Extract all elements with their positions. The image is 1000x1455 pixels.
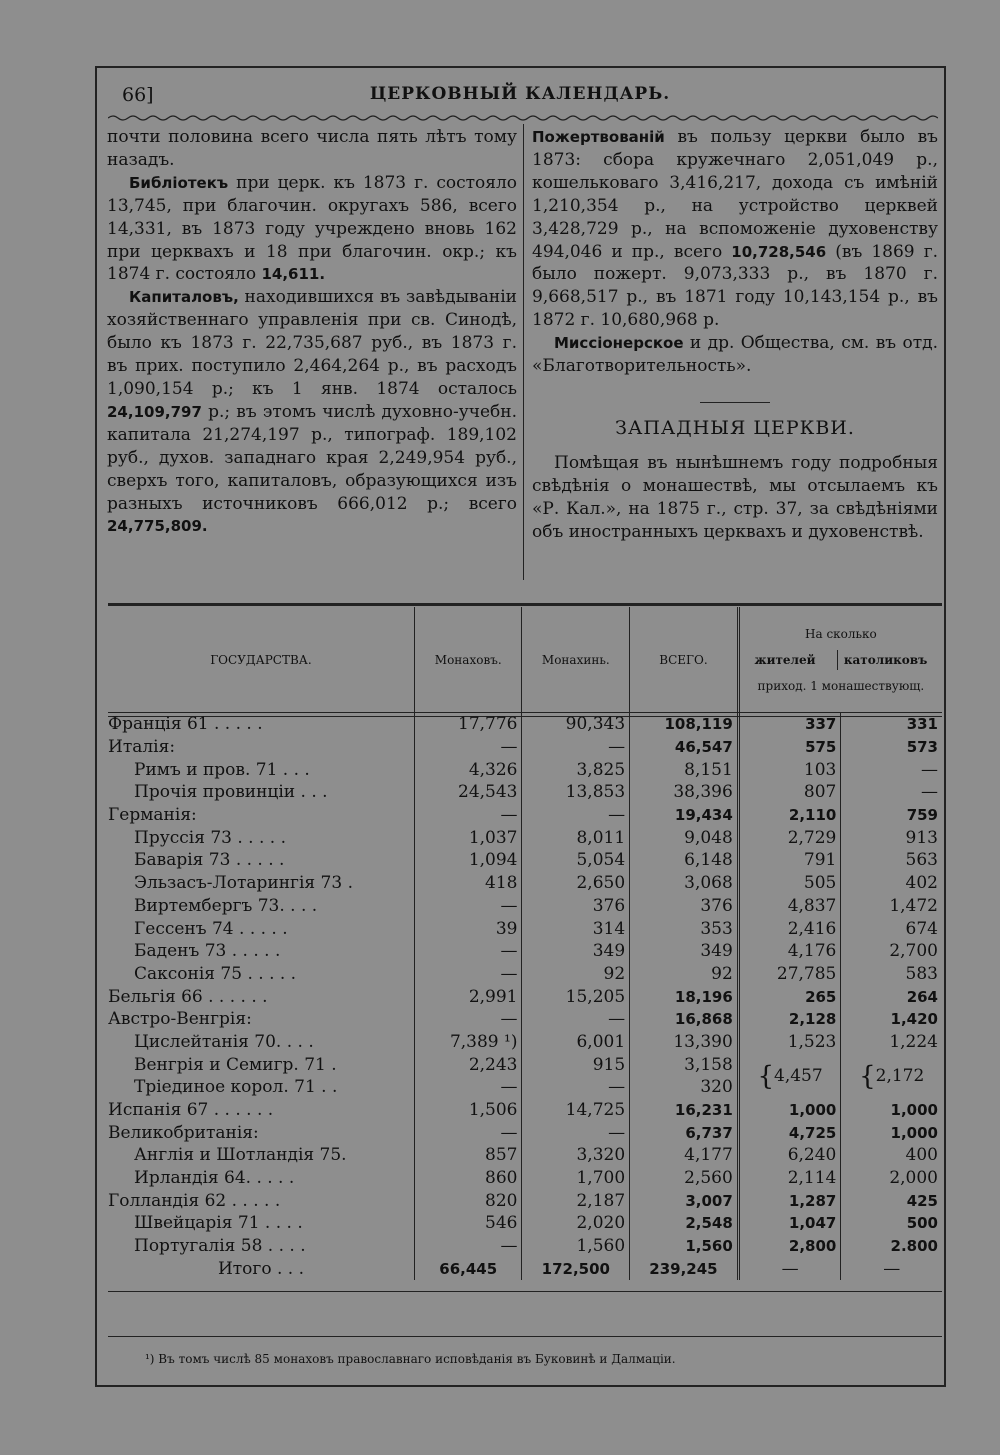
row-inhabitants: 1,047 <box>738 1212 841 1235</box>
header-catholics: католиковъ <box>837 650 927 670</box>
row-catholics: 1,000 <box>841 1099 942 1122</box>
header-sub: приход. 1 монашествующ. <box>757 679 925 693</box>
row-catholics: 402 <box>841 872 942 895</box>
row-total: 3,158 <box>630 1053 739 1076</box>
row-state-name: Венгрія и Семигр. 71 . <box>134 1054 337 1075</box>
row-nuns: — <box>522 1008 630 1031</box>
row-state-name: Германія: <box>108 805 197 826</box>
row-total: 6,737 <box>630 1121 739 1144</box>
table-row <box>108 917 942 940</box>
row-inhabitants: 2,729 <box>738 826 841 849</box>
row-inhabitants: 265 <box>738 985 841 1008</box>
row-inhabitants: 337 <box>738 713 841 736</box>
table-row <box>108 963 942 986</box>
table-row <box>108 849 942 872</box>
row-state-name: Гессенъ 74 . . . . . <box>134 918 288 939</box>
header-total: ВСЕГО. <box>630 607 739 713</box>
totals-row <box>108 1258 942 1281</box>
row-catholics: 264 <box>841 985 942 1008</box>
lead-capitals: Капиталовъ, <box>129 288 239 307</box>
row-inhabitants: 575 <box>738 736 841 759</box>
row-nuns: 349 <box>522 940 630 963</box>
row-nuns: 6,001 <box>522 1031 630 1054</box>
table-header-row <box>108 607 942 713</box>
paragraph-donations <box>532 126 938 332</box>
row-catholics: 500 <box>841 1212 942 1235</box>
table-row <box>108 872 942 895</box>
text-missionary: и др. Общества, см. въ отд. «Благотворительность». <box>532 333 938 377</box>
row-inhabitants: 6,240 <box>738 1144 841 1167</box>
monasticism-table <box>108 607 942 1280</box>
running-title: ЦЕРКОВНЫЙ КАЛЕНДАРЬ. <box>369 84 671 104</box>
row-monks: 418 <box>414 872 522 895</box>
row-catholics: 674 <box>841 917 942 940</box>
table-row <box>108 736 942 759</box>
row-inhabitants: 27,785 <box>738 963 841 986</box>
row-nuns: 92 <box>522 963 630 986</box>
row-nuns: 3,825 <box>522 758 630 781</box>
capitals-total: 24,775,809. <box>107 517 208 536</box>
header-nuns: Монахинь. <box>522 607 630 713</box>
header-group-label: На сколько <box>805 627 877 641</box>
lead-libraries: Библіотекъ <box>129 173 229 192</box>
table-row <box>108 895 942 918</box>
column-divider <box>523 124 524 580</box>
row-total: 9,048 <box>630 826 739 849</box>
row-total: 18,196 <box>630 985 739 1008</box>
row-state-name: Эльзасъ-Лотарингія 73 . <box>134 873 353 894</box>
row-nuns: 13,853 <box>522 781 630 804</box>
row-monks: — <box>414 1076 522 1099</box>
row-state-name: Швейцарія 71 . . . . <box>134 1213 303 1234</box>
table-row <box>108 940 942 963</box>
row-total: 8,151 <box>630 758 739 781</box>
capitals-remaining: 24,109,797 <box>107 402 202 421</box>
row-total: 2,548 <box>630 1212 739 1235</box>
row-state-name: Италія: <box>108 737 176 758</box>
table-body <box>108 713 942 1258</box>
footnote: ¹) Въ томъ числѣ 85 монаховъ православнаго исповѣданія въ Буковинѣ и Далмаціи. <box>145 1352 676 1366</box>
row-nuns: 3,320 <box>522 1144 630 1167</box>
paragraph-western: Помѣщая въ нынѣшнемъ году подробныя свѣдѣнія о монашествѣ, мы отсылаемъ къ «Р. Кал.», на 1875 г., стр. 37, за свѣдѣніями объ иностранныхъ церквахъ и духовенствѣ. <box>532 452 938 542</box>
table-top-rule <box>108 603 942 606</box>
totals-monks: 66,445 <box>414 1258 522 1281</box>
merged-catholics-value: 2,172 <box>875 1065 925 1086</box>
row-state-name: Баварія 73 . . . . . <box>134 850 285 871</box>
row-inhabitants: 807 <box>738 781 841 804</box>
row-total: 1,560 <box>630 1235 739 1258</box>
row-monks: 1,094 <box>414 849 522 872</box>
row-nuns: 915 <box>522 1053 630 1076</box>
row-inhabitants: 2,128 <box>738 1008 841 1031</box>
row-total: 6,148 <box>630 849 739 872</box>
row-monks: — <box>414 1008 522 1031</box>
row-monks: 2,243 <box>414 1053 522 1076</box>
row-nuns: 2,020 <box>522 1212 630 1235</box>
table-row <box>108 1099 942 1122</box>
row-catholics: 583 <box>841 963 942 986</box>
row-total: 4,177 <box>630 1144 739 1167</box>
text-capitals-b: р.; въ этомъ числѣ духовно-учебн. капитала 21,274,197 р., типограф. 189,102 руб., духов. западнаго края 2,249,954 руб., сверхъ того, капиталовъ, образующихся изъ разныхъ источниковъ 666,012 р.; всего <box>107 401 517 514</box>
row-monks: 2,991 <box>414 985 522 1008</box>
row-monks: — <box>414 736 522 759</box>
totals-nuns: 172,500 <box>522 1258 630 1281</box>
table-row <box>108 1189 942 1212</box>
paragraph-intro: почти половина всего числа пять лѣтъ тому назадъ. <box>107 127 517 170</box>
row-state-name: Тріединое корол. 71 . . <box>134 1077 338 1098</box>
section-rule <box>700 402 770 403</box>
table-row <box>108 985 942 1008</box>
row-nuns: — <box>522 1076 630 1099</box>
row-nuns: 8,011 <box>522 826 630 849</box>
row-monks: — <box>414 895 522 918</box>
row-monks: 1,506 <box>414 1099 522 1122</box>
row-total: 13,390 <box>630 1031 739 1054</box>
row-monks: 546 <box>414 1212 522 1235</box>
row-catholics: 2,000 <box>841 1167 942 1190</box>
row-catholics: 2.800 <box>841 1235 942 1258</box>
row-state-name: Австро-Венгрія: <box>108 1009 252 1030</box>
table-row <box>108 804 942 827</box>
row-inhabitants: 4,725 <box>738 1121 841 1144</box>
row-state-name: Баденъ 73 . . . . . <box>134 941 281 962</box>
table-row <box>108 1167 942 1190</box>
row-state-name: Франція 61 . . . . . <box>108 714 263 735</box>
table-row <box>108 1144 942 1167</box>
row-nuns: 5,054 <box>522 849 630 872</box>
totals-total: 239,245 <box>630 1258 739 1281</box>
row-nuns: 376 <box>522 895 630 918</box>
row-catholics: 1,420 <box>841 1008 942 1031</box>
row-nuns: 90,343 <box>522 713 630 736</box>
row-monks: 17,776 <box>414 713 522 736</box>
row-inhabitants: 1,000 <box>738 1099 841 1122</box>
row-total: 92 <box>630 963 739 986</box>
libraries-total: 14,611. <box>261 265 326 284</box>
row-catholics: 913 <box>841 826 942 849</box>
row-state-name: Англія и Шотландія 75. <box>134 1145 347 1166</box>
row-total: 38,396 <box>630 781 739 804</box>
row-state-name: Испанія 67 . . . . . . <box>108 1100 274 1121</box>
section-title: ЗАПАДНЫЯ ЦЕРКВИ. <box>615 416 855 439</box>
row-inhabitants-merged <box>738 1053 841 1098</box>
row-state-name: Виртембергъ 73. . . . <box>134 895 318 916</box>
header-inhabitants: жителей <box>754 653 816 667</box>
table-row <box>108 758 942 781</box>
row-catholics: 2,700 <box>841 940 942 963</box>
row-nuns: 314 <box>522 917 630 940</box>
table-row <box>108 1212 942 1235</box>
row-catholics: 563 <box>841 849 942 872</box>
lead-donations: Пожертвованій <box>532 128 665 146</box>
row-total: 16,868 <box>630 1008 739 1031</box>
row-state-name: Прочія провинціи . . . <box>134 782 328 803</box>
row-catholics: 573 <box>841 736 942 759</box>
row-inhabitants: 1,287 <box>738 1189 841 1212</box>
row-state-name: Саксонія 75 . . . . . <box>134 963 297 984</box>
table-row <box>108 713 942 736</box>
row-total: 3,007 <box>630 1189 739 1212</box>
row-monks: 1,037 <box>414 826 522 849</box>
brace-icon: { <box>757 1061 775 1092</box>
row-catholics: 759 <box>841 804 942 827</box>
right-column <box>532 126 938 544</box>
row-nuns: 1,560 <box>522 1235 630 1258</box>
row-state-name: Португалія 58 . . . . <box>134 1236 306 1257</box>
row-catholics: 425 <box>841 1189 942 1212</box>
row-nuns: 14,725 <box>522 1099 630 1122</box>
totals-catholics: — <box>841 1258 942 1281</box>
paragraph-libraries <box>107 172 517 287</box>
row-total: 320 <box>630 1076 739 1099</box>
row-catholics: 1,224 <box>841 1031 942 1054</box>
row-nuns: — <box>522 736 630 759</box>
row-total: 376 <box>630 895 739 918</box>
row-total: 108,119 <box>630 713 739 736</box>
row-monks: 860 <box>414 1167 522 1190</box>
left-column <box>107 126 517 538</box>
row-nuns: 1,700 <box>522 1167 630 1190</box>
row-state-name: Ирландія 64. . . . . <box>134 1168 295 1189</box>
row-monks: 4,326 <box>414 758 522 781</box>
row-monks: 857 <box>414 1144 522 1167</box>
table-row <box>108 1008 942 1031</box>
row-total: 46,547 <box>630 736 739 759</box>
row-catholics: 400 <box>841 1144 942 1167</box>
table-row <box>108 1031 942 1054</box>
row-inhabitants: 2,416 <box>738 917 841 940</box>
text-capitals-a: находившихся въ завѣдываніи хозяйственнаго управленія при св. Синодѣ, было къ 1873 г. 22,735,687 руб., въ 1873 г. въ прих. поступило 2,464,264 р., въ расходъ 1,090,154 р.; къ 1 янв. 1874 осталось <box>107 287 517 399</box>
text-donations-b: (въ 1869 г. было пожерт. 9,073,333 р., въ 1870 г. 9,668,517 р., въ 1871 году 10,143,154 р., въ 1872 г. 10,680,968 р. <box>532 241 938 331</box>
text-libraries: при церк. къ 1873 г. состояло 13,745, при благочин. округахъ 586, всего 14,331, въ 1873 году учреждено вновь 162 при церквахъ и 18 при благочин. окр.; къ 1874 г. состояло <box>107 172 517 285</box>
row-state-name: Пруссія 73 . . . . . <box>134 827 286 848</box>
row-state-name: Цислейтанія 70. . . . <box>134 1031 314 1052</box>
lead-missionary: Миссіонерское <box>554 334 684 353</box>
row-state-name: Голландія 62 . . . . . <box>108 1190 281 1211</box>
row-monks: 820 <box>414 1189 522 1212</box>
table-row <box>108 1235 942 1258</box>
row-total: 2,560 <box>630 1167 739 1190</box>
row-nuns: 15,205 <box>522 985 630 1008</box>
row-inhabitants: 4,837 <box>738 895 841 918</box>
brace-icon: { <box>859 1061 876 1092</box>
row-total: 16,231 <box>630 1099 739 1122</box>
row-state-name: Бельгія 66 . . . . . . <box>108 986 268 1007</box>
row-catholics: — <box>841 781 942 804</box>
totals-rule <box>108 1291 942 1292</box>
row-nuns: — <box>522 1121 630 1144</box>
table-bottom-rule <box>108 1336 942 1337</box>
row-catholics: 1,472 <box>841 895 942 918</box>
row-state-name: Римъ и пров. 71 . . . <box>134 759 310 780</box>
row-total: 19,434 <box>630 804 739 827</box>
row-inhabitants: 4,176 <box>738 940 841 963</box>
row-catholics: 1,000 <box>841 1121 942 1144</box>
donations-total: 10,728,546 <box>731 242 827 261</box>
row-state-name: Великобританія: <box>108 1122 259 1143</box>
row-monks: 7,389 ¹) <box>414 1031 522 1054</box>
row-total: 349 <box>630 940 739 963</box>
row-catholics: 331 <box>841 713 942 736</box>
totals-inhabitants: — <box>738 1258 841 1281</box>
paragraph-capitals <box>107 286 517 538</box>
row-nuns: — <box>522 804 630 827</box>
row-total: 3,068 <box>630 872 739 895</box>
row-inhabitants: 103 <box>738 758 841 781</box>
row-catholics: — <box>841 758 942 781</box>
wavy-rule <box>108 114 938 122</box>
row-monks: 39 <box>414 917 522 940</box>
row-monks: — <box>414 940 522 963</box>
table-row <box>108 1121 942 1144</box>
paragraph-missionary <box>532 332 938 378</box>
row-inhabitants: 505 <box>738 872 841 895</box>
totals-label: Итого . . . <box>217 1258 304 1279</box>
row-nuns: 2,187 <box>522 1189 630 1212</box>
row-inhabitants: 2,114 <box>738 1167 841 1190</box>
row-monks: — <box>414 1235 522 1258</box>
row-catholics-merged <box>841 1053 942 1098</box>
row-nuns: 2,650 <box>522 872 630 895</box>
row-monks: — <box>414 804 522 827</box>
row-inhabitants: 1,523 <box>738 1031 841 1054</box>
row-total: 353 <box>630 917 739 940</box>
header-ratio-group <box>738 607 942 713</box>
table-row <box>108 826 942 849</box>
row-inhabitants: 2,800 <box>738 1235 841 1258</box>
header-subcols <box>744 650 938 670</box>
merged-inhabitants-value: 4,457 <box>774 1065 823 1086</box>
row-monks: — <box>414 963 522 986</box>
page-number: 66] <box>122 84 154 106</box>
table-row <box>108 1053 942 1076</box>
running-header <box>100 84 940 114</box>
row-monks: 24,543 <box>414 781 522 804</box>
row-monks: — <box>414 1121 522 1144</box>
header-state: ГОСУДАРСТВА. <box>210 653 312 667</box>
header-monks: Монаховъ. <box>414 607 522 713</box>
table-row <box>108 781 942 804</box>
row-inhabitants: 791 <box>738 849 841 872</box>
text-donations-a: въ пользу церкви было въ 1873: сбора кружечнаго 2,051,049 р., кошельковаго 3,416,217, дохода съ имѣній 1,210,354 р., на устройство церквей 3,428,729 р., на вспоможеніе духовенству 494,046 и пр., всего <box>532 127 938 262</box>
row-inhabitants: 2,110 <box>738 804 841 827</box>
